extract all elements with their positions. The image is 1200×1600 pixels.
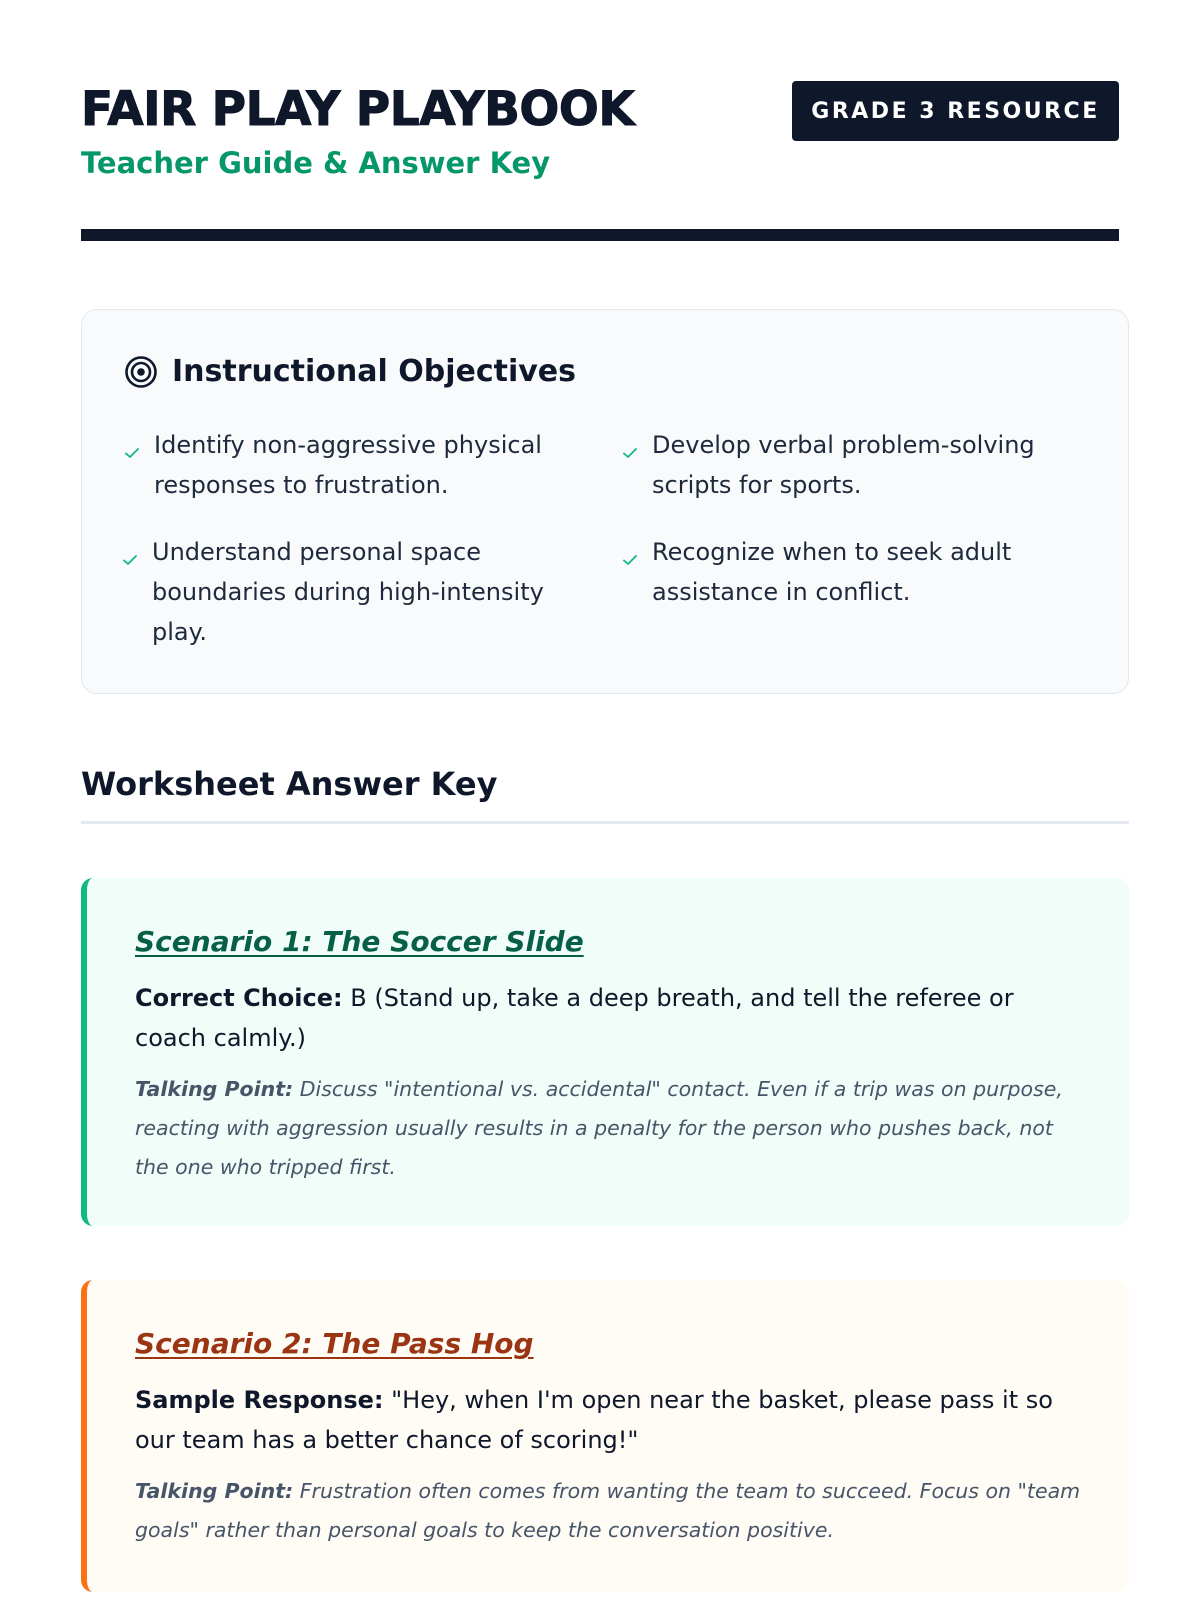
objective-item [652, 425, 1072, 505]
objective-text: Recognize when to seek adult assistance in conflict. [652, 538, 1012, 606]
objective-item [154, 425, 574, 505]
scenario-card [81, 878, 1129, 1226]
scenario-card [81, 1280, 1129, 1592]
check-icon [622, 540, 638, 556]
target-icon [124, 355, 158, 389]
talking-point-label: Talking Point: [135, 1479, 294, 1503]
answer-text: B (Stand up, take a deep breath, and tell the referee or coach calmly.) [135, 984, 1014, 1052]
objectives-card [81, 309, 1129, 694]
check-icon [622, 433, 638, 449]
talking-point [135, 1472, 1081, 1550]
objective-text: Identify non-aggressive physical responses to frustration. [154, 431, 542, 499]
answer-key-title: Worksheet Answer Key [81, 765, 498, 803]
objective-text: Understand personal space boundaries during high-intensity play. [152, 538, 544, 646]
objectives-title: Instructional Objectives [172, 354, 576, 389]
objective-text: Develop verbal problem-solving scripts for sports. [652, 431, 1035, 499]
talking-point-text: Discuss "intentional vs. accidental" contact. Even if a trip was on purpose, reacting with aggression usually results in a penalty for the person who pushes back, not the one who tripped first. [135, 1077, 1063, 1179]
answer-label: Correct Choice: [135, 984, 343, 1012]
check-icon [124, 433, 140, 449]
grade-badge: GRADE 3 RESOURCE [792, 81, 1119, 141]
talking-point-text: Frustration often comes from wanting the team to succeed. Focus on "team goals" rather than personal goals to keep the conversation positive. [135, 1479, 1081, 1542]
check-icon [122, 540, 138, 556]
objective-item [152, 532, 572, 652]
objectives-header [124, 354, 576, 389]
header [81, 0, 1119, 242]
talking-point-label: Talking Point: [135, 1077, 294, 1101]
section-divider [81, 821, 1129, 824]
header-divider [81, 229, 1119, 241]
scenario-title: Scenario 2: The Pass Hog [135, 1327, 534, 1360]
answer-text: "Hey, when I'm open near the basket, please pass it so our team has a better chance of scoring!" [135, 1386, 1053, 1454]
talking-point [135, 1070, 1081, 1187]
scenario-answer [135, 1380, 1081, 1460]
answer-label: Sample Response: [135, 1386, 384, 1414]
page-subtitle: Teacher Guide & Answer Key [81, 146, 551, 180]
objective-item [652, 532, 1072, 612]
page-title: FAIR PLAY PLAYBOOK [81, 82, 635, 137]
scenario-title: Scenario 1: The Soccer Slide [135, 925, 584, 958]
scenario-answer [135, 978, 1081, 1058]
